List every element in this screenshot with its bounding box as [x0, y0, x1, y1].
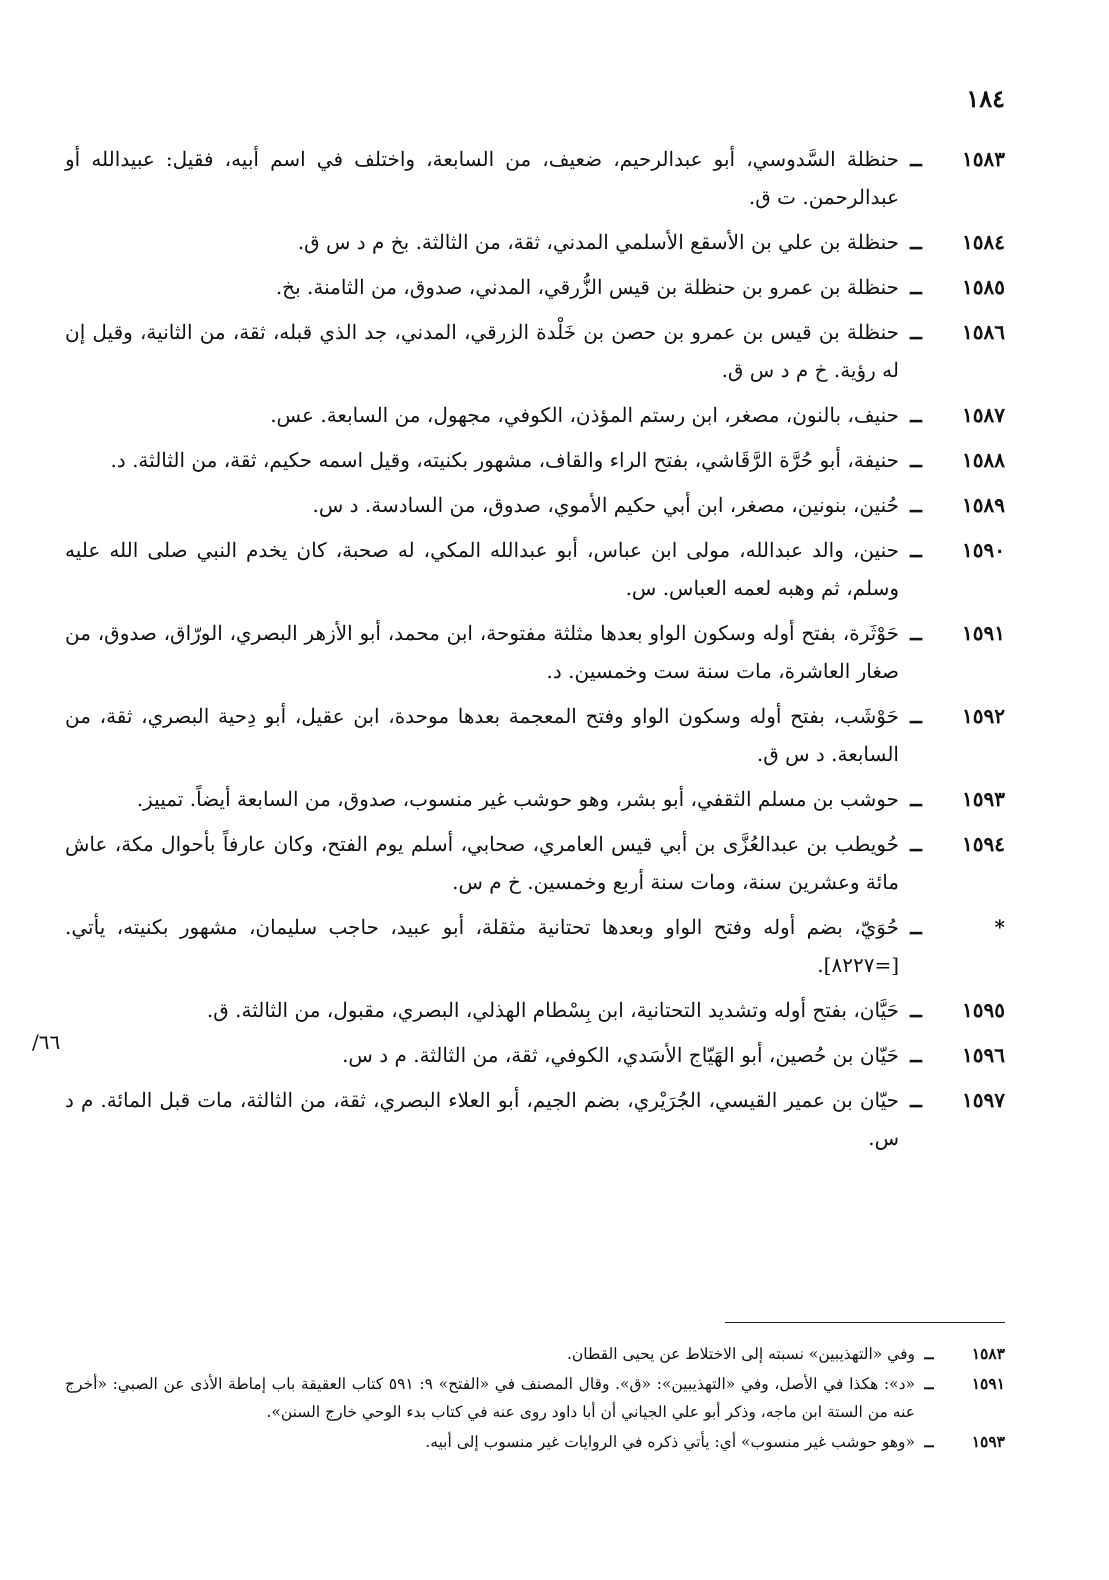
- entry-number: ١٥٩٥: [962, 998, 1005, 1022]
- entry-number: ١٥٩٠: [962, 538, 1005, 562]
- entry-text: حَوْشَب، بفتح أوله وسكون الواو وفتح المعجمة بعدها موحدة، ابن عقيل، أبو دِحية البصري، ثقة، من السابعة. د س ق.: [65, 704, 899, 766]
- entry-number: ١٥٨٣: [962, 147, 1005, 171]
- entry-number: ١٥٨٦: [962, 320, 1005, 344]
- footnote-dash: ــ: [924, 1344, 934, 1363]
- entry: [65, 825, 1005, 901]
- entry-text: حنظلة السَّدوسي، أبو عبدالرحيم، ضعيف، من السابعة، واختلف في اسم أبيه، فقيل: عبيدالله أو عبدالرحمن. ت ق.: [65, 147, 899, 209]
- page-number: ١٨٤: [966, 84, 1005, 113]
- entry-number: ١٥٩٧: [962, 1088, 1005, 1112]
- entry: [65, 396, 1005, 434]
- entry-text: حنظلة بن قيس بن عمرو بن حصن بن خَلْدة الزرقي، المدني، جد الذي قبله، ثقة، من الثانية، وقيل إن له رؤية. خ م د س ق.: [65, 320, 899, 382]
- main-text: [65, 140, 1005, 1164]
- entry-number: ١٥٨٩: [962, 493, 1005, 517]
- entry-text: حُنين، بنونين، مصغر، ابن أبي حكيم الأموي، صدوق، من السادسة. د س.: [312, 493, 899, 517]
- entry: [65, 697, 1005, 773]
- entry-asterisk: *: [994, 915, 1005, 939]
- footnotes: [65, 1340, 1005, 1458]
- footnote-number: ١٥٨٣: [971, 1344, 1005, 1363]
- entry-dash: ــ: [910, 1088, 922, 1112]
- entry-dash: ــ: [910, 832, 922, 856]
- entry-dash: ــ: [910, 787, 922, 811]
- entry-dash: ــ: [910, 320, 922, 344]
- entry-dash: ــ: [910, 147, 922, 171]
- entry: [65, 268, 1005, 306]
- footnote-dash: ــ: [924, 1374, 934, 1393]
- entry-dash: ــ: [910, 403, 922, 427]
- entry-number: ١٥٩٦: [962, 1043, 1005, 1067]
- entry: [65, 991, 1005, 1029]
- footnote-text: «د»: هكذا في الأصل، وفي «التهذيبين»: «ق». وقال المصنف في «الفتح» ٩: ٥٩١ كتاب العقيقة باب إماطة الأذى عن الصبي: «أخرج عنه من الستة ابن ماجه، وذكر أبو علي الجياني أن أبا داود روى عنه في كتاب بدء الوحي خارج السنن».: [65, 1375, 915, 1421]
- entry-text: حُوَيّ، بضم أوله وفتح الواو وبعدها تحتانية مثقلة، أبو عبيد، حاجب سليمان، مشهور بكنيته، يأتي. [=٨٢٢٧].: [65, 915, 899, 977]
- entry-dash: ــ: [910, 230, 922, 254]
- entry-text: حوشب بن مسلم الثقفي، أبو بشر، وهو حوشب غير منسوب، صدوق، من السابعة أيضاً. تمييز.: [136, 787, 899, 811]
- entry: [65, 486, 1005, 524]
- footnote-dash: ــ: [924, 1432, 934, 1451]
- entry-text: حيّان بن عمير القيسي، الجُرَيْري، بضم الجيم، أبو العلاء البصري، ثقة، من الثالثة، مات قبل المائة. م د س.: [65, 1088, 899, 1150]
- entry-dash: ــ: [910, 621, 922, 645]
- margin-note: ٦٦/: [32, 1030, 61, 1054]
- entry-dash: ــ: [910, 998, 922, 1022]
- entry-dash: ــ: [910, 538, 922, 562]
- footnote-number: ١٥٩١: [971, 1374, 1005, 1393]
- entry-dash: ــ: [910, 1043, 922, 1067]
- footnote-text: «وهو حوشب غير منسوب» أي: يأتي ذكره في الروايات غير منسوب إلى أبيه.: [425, 1433, 915, 1451]
- entry-text: حَيَّان، بفتح أوله وتشديد التحتانية، ابن بِسْطام الهذلي، البصري، مقبول، من الثالثة. ق.: [206, 998, 899, 1022]
- entry-text: حنيف، بالنون، مصغر، ابن رستم المؤذن، الكوفي، مجهول، من السابعة. عس.: [270, 403, 899, 427]
- entry-text: حَوْثَرة، بفتح أوله وسكون الواو بعدها مثلثة مفتوحة، ابن محمد، أبو الأزهر البصري، الورّاق، صدوق، من صغار العاشرة، مات سنة ست وخمسين. د.: [65, 621, 899, 683]
- entry: [65, 140, 1005, 216]
- entry-text: حُويطب بن عبدالعُزَّى بن أبي قيس العامري، صحابي، أسلم يوم الفتح، وكان عارفاً بأحوال مكة، عاش مائة وعشرين سنة، ومات سنة أربع وخمسين. خ م س.: [65, 832, 899, 894]
- entry-text: حَيّان بن حُصين، أبو الهَيّاج الأسَدي، الكوفي، ثقة، من الثالثة. م د س.: [342, 1043, 899, 1067]
- footnote-number: ١٥٩٣: [971, 1432, 1005, 1451]
- entry-text: حنظلة بن عمرو بن حنظلة بن قيس الزُّرقي، المدني، صدوق، من الثامنة. بخ.: [275, 275, 899, 299]
- entry-dash: ــ: [910, 704, 922, 728]
- entry-text: حنظلة بن علي بن الأسقع الأسلمي المدني، ثقة، من الثالثة. بخ م د س ق.: [297, 230, 899, 254]
- footnote-divider: [725, 1322, 1005, 1323]
- entry: [65, 1081, 1005, 1157]
- entry-number: ١٥٩١: [962, 621, 1005, 645]
- entry: [65, 531, 1005, 607]
- entry-dash: ــ: [910, 493, 922, 517]
- entry-dash: ــ: [910, 915, 922, 939]
- entry: [65, 1036, 1005, 1074]
- footnote: [65, 1428, 1005, 1456]
- entry-number: ١٥٨٥: [962, 275, 1005, 299]
- entry: [65, 223, 1005, 261]
- entry: [65, 313, 1005, 389]
- entry-number: ١٥٨٧: [962, 403, 1005, 427]
- entry-number: ١٥٩٤: [962, 832, 1005, 856]
- entry-text: حنين، والد عبدالله، مولى ابن عباس، أبو عبدالله المكي، له صحبة، كان يخدم النبي صلى الله عليه وسلم، ثم وهبه لعمه العباس. س.: [65, 538, 899, 600]
- footnote: [65, 1340, 1005, 1368]
- entry-text: حنيفة، أبو حُرَّة الرَّقَاشي، بفتح الراء والقاف، مشهور بكنيته، وقيل اسمه حكيم، ثقة، من الثالثة. د.: [110, 448, 899, 472]
- entry: [65, 780, 1005, 818]
- footnote: [65, 1370, 1005, 1426]
- entry: [65, 441, 1005, 479]
- entry-number: ١٥٩٢: [962, 704, 1005, 728]
- entry-number: ١٥٩٣: [962, 787, 1005, 811]
- footnote-text: وفي «التهذيبين» نسبته إلى الاختلاط عن يحيى القطان.: [566, 1345, 915, 1363]
- entry-number: ١٥٨٨: [962, 448, 1005, 472]
- entry-cross-reference: [65, 908, 1005, 984]
- entry-dash: ــ: [910, 448, 922, 472]
- entry-dash: ــ: [910, 275, 922, 299]
- entry: [65, 614, 1005, 690]
- entry-number: ١٥٨٤: [962, 230, 1005, 254]
